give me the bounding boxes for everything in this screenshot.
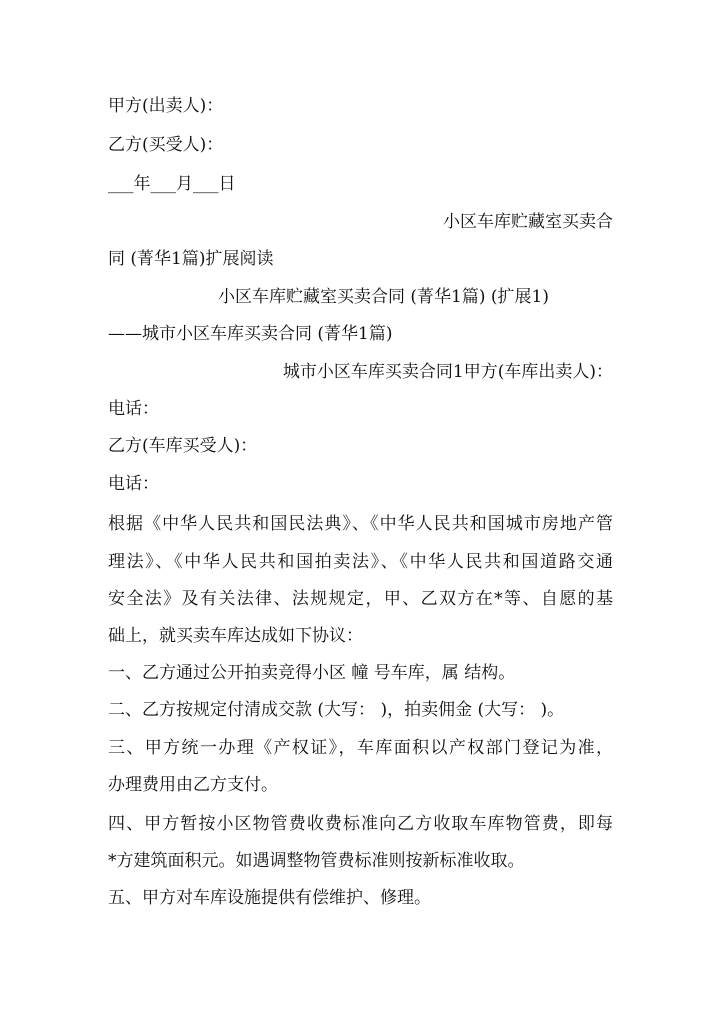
clause-3-line: 三、甲方统一办理《产权证》，车库面积以产权部门登记为准，	[108, 738, 613, 758]
title-part-1: 小区车库贮藏室买卖合	[443, 212, 613, 232]
clause-3-line: 办理费用由乙方支付。	[108, 775, 278, 795]
extension-title: 小区车库贮藏室买卖合同 (菁华1篇) (扩展1)	[218, 287, 549, 307]
clause-2: 二、乙方按规定付清成交款 (大写： )，拍卖佣金 (大写： )。	[108, 700, 565, 720]
date-line: ___年___月___日	[108, 174, 236, 194]
clause-5: 五、甲方对车库设施提供有偿维护、修理。	[108, 888, 431, 908]
party-b-buyer-label: 乙方(买受人)：	[108, 135, 224, 155]
clause-4-line: *方建筑面积元。如遇调整物管费标准则按新标准收取。	[108, 851, 525, 871]
party-b-garage-buyer-label: 乙方(车库买受人)：	[108, 436, 258, 456]
phone-a-label: 电话：	[108, 399, 159, 419]
contract-header: 城市小区车库买卖合同1甲方(车库出卖人)：	[282, 362, 613, 382]
title-part-2: 同 (菁华1篇)扩展阅读	[108, 249, 274, 269]
phone-b-label: 电话：	[108, 474, 159, 494]
preamble-line: 根据《中华人民共和国民法典》、《中华人民共和国城市房地产管	[108, 514, 613, 534]
preamble-line: 础上，就买卖车库达成如下协议：	[108, 626, 363, 646]
preamble-line: 理法》、《中华人民共和国拍卖法》、《中华人民共和国道路交通	[108, 552, 613, 572]
party-a-seller-label: 甲方(出卖人)：	[108, 96, 224, 116]
extension-subtitle: ——城市小区车库买卖合同 (菁华1篇)	[108, 324, 393, 344]
clause-1: 一、乙方通过公开拍卖竞得小区 幢 号车库，属 结构。	[108, 663, 516, 683]
clause-4-line: 四、甲方暂按小区物管费收费标准向乙方收取车库物管费，即每	[108, 814, 613, 834]
preamble-line: 安全法》及有关法律、法规规定，甲、乙双方在*等、自愿的基	[108, 589, 613, 609]
